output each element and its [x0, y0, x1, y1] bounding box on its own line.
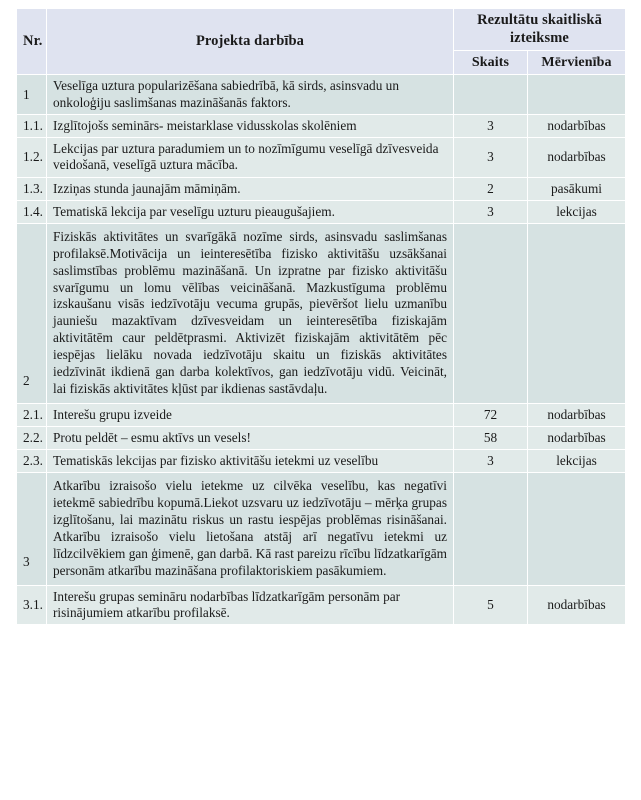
- cell-number: 3.1.: [17, 585, 47, 624]
- cell-number: 3: [17, 473, 47, 585]
- column-header-nr: Nr.: [17, 9, 47, 75]
- cell-activity: Interešu grupas semināru nodarbības līdzatkarīgām personām par risinājumiem atkarību profilaksē.: [47, 585, 454, 624]
- column-header-count: Skaits: [454, 51, 528, 75]
- table-row: [17, 223, 626, 403]
- cell-unit: lekcijas: [528, 450, 626, 473]
- table-row: [17, 200, 626, 223]
- cell-number: 2.1.: [17, 403, 47, 426]
- cell-unit: nodarbības: [528, 403, 626, 426]
- cell-unit: lekcijas: [528, 200, 626, 223]
- cell-activity: Tematiskās lekcijas par fizisko aktivitāšu ietekmi uz veselību: [47, 450, 454, 473]
- cell-count: 72: [454, 403, 528, 426]
- column-header-unit: Mērvienība: [528, 51, 626, 75]
- cell-count: 3: [454, 200, 528, 223]
- column-header-activity: Projekta darbība: [47, 9, 454, 75]
- cell-number: 1.1.: [17, 114, 47, 137]
- cell-count: [454, 473, 528, 585]
- cell-count: 3: [454, 450, 528, 473]
- cell-activity: Atkarību izraisošo vielu ietekme uz cilvēka veselību, kas negatīvi ietekmē sabiedrību kopumā.Liekot uzsvaru uz iedzīvotāju – mērķa grupas izglītošanu, lai mazinātu riskus un rastu iespējas problēmas risināšanai. Atkarību izraisošo vielu lietošana atstāj arī negatīvu ietekmi uz līdzcilvēkiem gan ģimenē, gan darbā. Kā rast pareizu rīcību līdzatkarīgām personām atkarību mazināšana profilaktoriskiem pasākumiem.: [47, 473, 454, 585]
- cell-activity: Protu peldēt – esmu aktīvs un vesels!: [47, 426, 454, 449]
- cell-count: 5: [454, 585, 528, 624]
- table-row: [17, 585, 626, 624]
- table-row: [17, 114, 626, 137]
- column-header-result-group: Rezultātu skaitliskā izteiksme: [454, 9, 626, 51]
- cell-activity: Lekcijas par uztura paradumiem un to nozīmīgumu veselīgā dzīvesveida veidošanā, veselīgā uztura mācība.: [47, 138, 454, 177]
- cell-number: 1: [17, 75, 47, 114]
- cell-activity: Veselīga uztura popularizēšana sabiedrībā, kā sirds, asinsvadu un onkoloģiju saslimšanas mazināšanās faktors.: [47, 75, 454, 114]
- table-row: [17, 177, 626, 200]
- cell-count: [454, 75, 528, 114]
- cell-activity: Tematiskā lekcija par veselīgu uzturu pieaugušajiem.: [47, 200, 454, 223]
- cell-number: 1.4.: [17, 200, 47, 223]
- table-row: [17, 75, 626, 114]
- cell-count: 3: [454, 138, 528, 177]
- cell-count: 58: [454, 426, 528, 449]
- project-activities-table: [16, 8, 626, 625]
- cell-unit: pasākumi: [528, 177, 626, 200]
- table-row: [17, 426, 626, 449]
- cell-unit: nodarbības: [528, 114, 626, 137]
- cell-unit: nodarbības: [528, 426, 626, 449]
- table-body: [17, 75, 626, 625]
- cell-unit: [528, 223, 626, 403]
- cell-number: 2.2.: [17, 426, 47, 449]
- cell-number: 1.3.: [17, 177, 47, 200]
- table-header: [17, 9, 626, 75]
- cell-count: 2: [454, 177, 528, 200]
- table-row: [17, 138, 626, 177]
- cell-unit: nodarbības: [528, 585, 626, 624]
- cell-number: 1.2.: [17, 138, 47, 177]
- table-header-row-1: [17, 9, 626, 51]
- cell-activity: Interešu grupu izveide: [47, 403, 454, 426]
- cell-number: 2.3.: [17, 450, 47, 473]
- cell-count: 3: [454, 114, 528, 137]
- cell-count: [454, 223, 528, 403]
- cell-unit: nodarbības: [528, 138, 626, 177]
- cell-activity: Izziņas stunda jaunajām māmiņām.: [47, 177, 454, 200]
- table-row: [17, 403, 626, 426]
- table-row: [17, 473, 626, 585]
- table-row: [17, 450, 626, 473]
- cell-unit: [528, 473, 626, 585]
- cell-unit: [528, 75, 626, 114]
- cell-activity: Fiziskās aktivitātes un svarīgākā nozīme sirds, asinsvadu saslimšanas profilaksē.Motivācija un ieinteresētība fizisko aktivitāšu uzsākšanai saslimstības problēmu mazināšanā. Un izpratne par fizisko aktivitāšu svarīgumu un lomu vēlības veicināšanā. Mazkustīguma problēmu izskaušanu visās iedzīvotāju vecuma grupās, pievēršot lielu uzmanību jauniešu mazaktīvam dzīvesveidam un ieinteresētība fiziskajām aktivitātēm caur peldētprasmi. Aktivizēt fiziskajām aktivitātēm pēc iespējas lielāku novada iedzīvotāju skaitu un fiziskās aktivitātes iedzīvināt ikdienā gan darba kolektīvos, gan iedzīvotāju vidū. Veicināt, lai fiziskās aktivitātes kļūst par ikdienas sastāvdaļu.: [47, 223, 454, 403]
- cell-number: 2: [17, 223, 47, 403]
- cell-activity: Izglītojošs seminārs- meistarklase vidusskolas skolēniem: [47, 114, 454, 137]
